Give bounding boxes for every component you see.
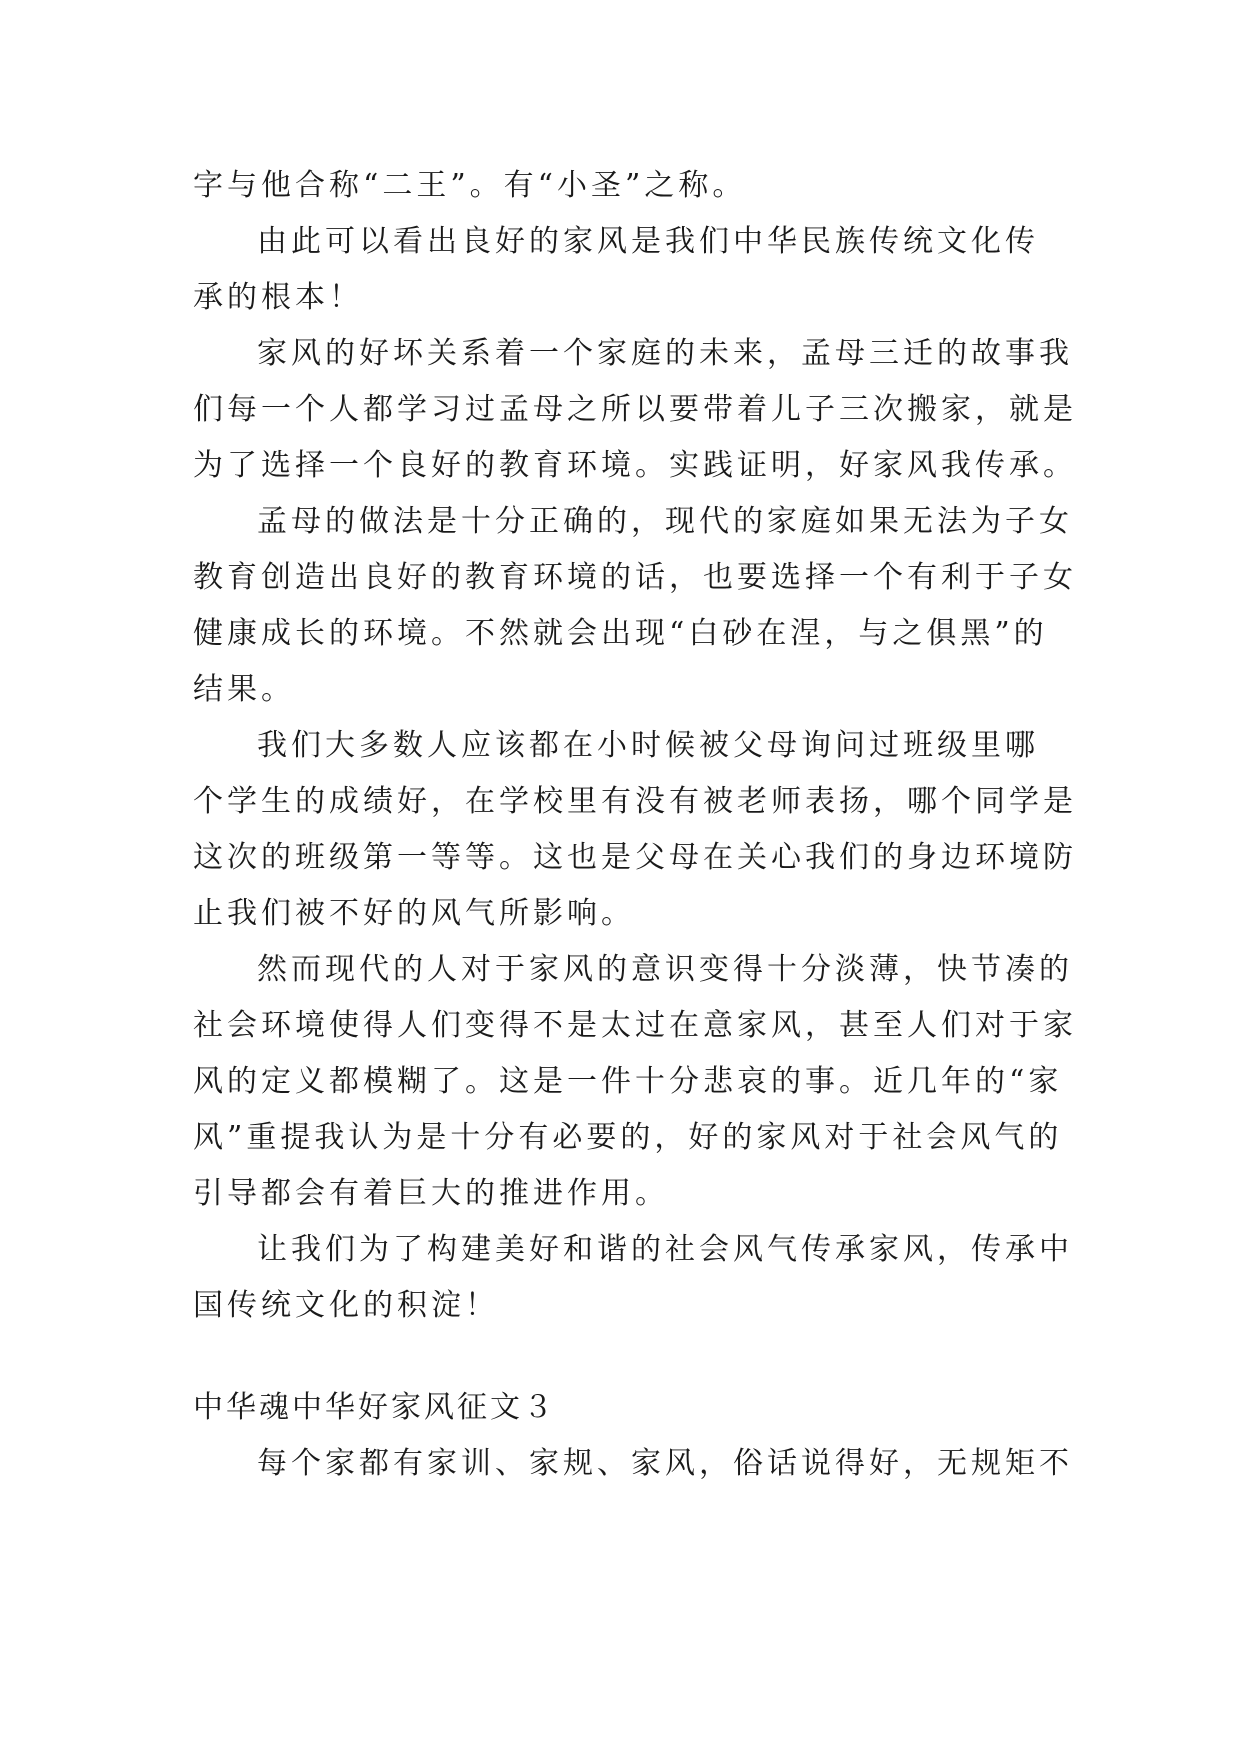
paragraph: [193, 158, 1053, 214]
text-line: 止我们被不好的风气所影响。: [193, 896, 635, 931]
document-body: [193, 158, 1077, 1492]
text-line: 健康成长的环境。不然就会出现“白砂在涅，与之俱黑”的: [193, 616, 1048, 651]
text-line: 风的定义都模糊了。这是一件十分悲哀的事。近几年的“家: [193, 1064, 1063, 1099]
text-line: 承的根本！: [193, 280, 363, 315]
text-line: 家风的好坏关系着一个家庭的未来，孟母三迁的故事我: [257, 336, 1073, 371]
paragraph: [193, 1222, 1073, 1334]
text-line: 教育创造出良好的教育环境的话，也要选择一个有利于子女: [193, 560, 1077, 595]
paragraph: [193, 718, 1077, 942]
section-heading: 中华魂中华好家风征文３: [193, 1390, 556, 1425]
section-spacer: [193, 1334, 1053, 1380]
paragraph: [193, 326, 1077, 494]
text-line: 国传统文化的积淀！: [193, 1288, 499, 1323]
text-line: 字与他合称“二王”。有“小圣”之称。: [193, 168, 747, 203]
text-line: 社会环境使得人们变得不是太过在意家风，甚至人们对于家: [193, 1008, 1077, 1043]
text-line: 个学生的成绩好，在学校里有没有被老师表扬，哪个同学是: [193, 784, 1077, 819]
paragraph: [193, 942, 1077, 1222]
text-line: 由此可以看出良好的家风是我们中华民族传统文化传: [257, 224, 1039, 259]
text-line: 结果。: [193, 672, 295, 707]
paragraph: [193, 1436, 1073, 1492]
text-line: 们每一个人都学习过孟母之所以要带着儿子三次搬家，就是: [193, 392, 1077, 427]
text-line: 然而现代的人对于家风的意识变得十分淡薄，快节凑的: [257, 952, 1073, 987]
text-line: 每个家都有家训、家规、家风，俗话说得好，无规矩不: [257, 1446, 1073, 1481]
text-line: 我们大多数人应该都在小时候被父母询问过班级里哪: [257, 728, 1039, 763]
text-line: 让我们为了构建美好和谐的社会风气传承家风，传承中: [257, 1232, 1073, 1267]
text-line: 风”重提我认为是十分有必要的，好的家风对于社会风气的: [193, 1120, 1063, 1155]
paragraph: [193, 494, 1077, 718]
text-line: 为了选择一个良好的教育环境。实践证明，好家风我传承。: [193, 448, 1077, 483]
text-line: 引导都会有着巨大的推进作用。: [193, 1176, 669, 1211]
text-line: 这次的班级第一等等。这也是父母在关心我们的身边环境防: [193, 840, 1077, 875]
text-line: 孟母的做法是十分正确的，现代的家庭如果无法为子女: [257, 504, 1073, 539]
paragraph: [193, 214, 1053, 326]
